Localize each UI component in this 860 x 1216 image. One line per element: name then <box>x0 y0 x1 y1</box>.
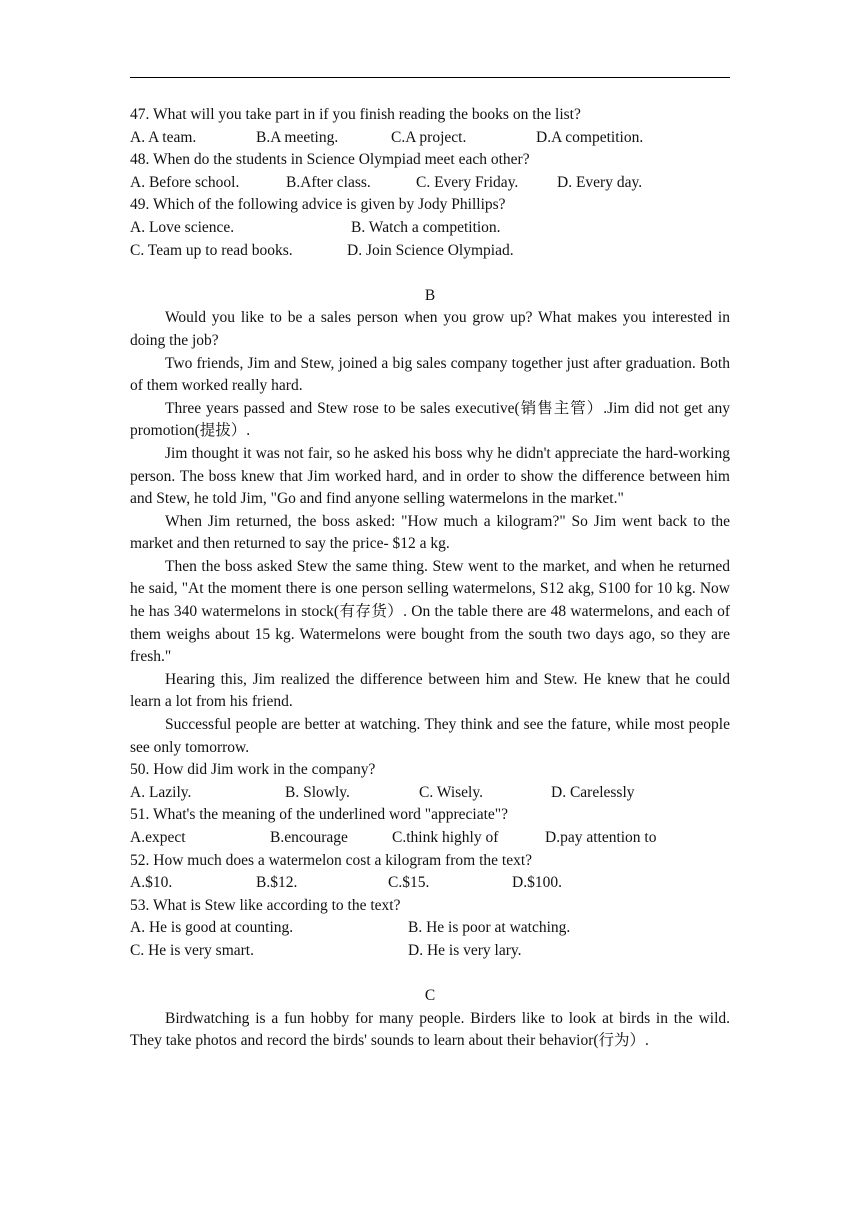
section-b-paragraph: Successful people are better at watching. They think and see the fature, while most people see only tomorrow. <box>130 716 730 756</box>
option-d: D. He is very lary. <box>408 941 522 959</box>
option-c: C.$15. <box>388 874 430 892</box>
option-d: D. Every day. <box>557 173 643 191</box>
section-b-paragraph: Hearing this, Jim realized the difference between him and Stew. He knew that he could learn a lot from his friend. <box>130 670 730 711</box>
option-a: A. Love science. <box>130 218 235 236</box>
question-51-stem: 51. What's the meaning of the underlined word "appreciate"? <box>130 806 508 824</box>
question-49-stem: 49. Which of the following advice is given by Jody Phillips? <box>130 196 506 214</box>
page-content <box>130 104 730 1053</box>
option-b: B. Slowly. <box>285 783 350 801</box>
option-b: B.encourage <box>270 829 348 846</box>
option-a: A. He is good at counting. <box>130 919 294 937</box>
question-50-options <box>130 782 730 805</box>
question-47-stem: 47. What will you take part in if you finish reading the books on the list? <box>130 106 581 123</box>
option-c: C. Team up to read books. <box>130 241 293 259</box>
option-a: A. A team. <box>130 128 197 146</box>
question-50-stem: 50. How did Jim work in the company? <box>130 761 376 779</box>
question-48-options <box>130 172 730 195</box>
section-c-paragraph: Birdwatching is a fun hobby for many people. Birders like to look at birds in the wild. They take photos and record the birds' sounds to learn about their behavior(行为）. <box>130 1009 730 1050</box>
section-c-heading: C <box>424 987 436 1005</box>
section-b-paragraph: Would you like to be a sales person when you grow up? What makes you interested in doing the job? <box>130 309 730 349</box>
option-c: C. Every Friday. <box>416 173 519 191</box>
question-47-options <box>130 127 730 150</box>
question-53-stem: 53. What is Stew like according to the text? <box>130 896 401 914</box>
option-c: C. Wisely. <box>419 783 483 801</box>
question-52-stem: 52. How much does a watermelon cost a kilogram from the text? <box>130 851 533 869</box>
option-b: B.$12. <box>256 874 298 892</box>
option-c: C.A project. <box>391 128 467 146</box>
question-49-options-row1 <box>130 217 730 240</box>
option-d: D. Join Science Olympiad. <box>347 241 514 259</box>
option-a: A.$10. <box>130 874 173 892</box>
option-c: C.think highly of <box>392 829 499 846</box>
option-d: D. Carelessly <box>551 783 635 801</box>
option-b: B.After class. <box>286 173 371 191</box>
section-b-paragraph: Jim thought it was not fair, so he asked his boss why he didn't appreciate the hard-working person. The boss knew that Jim worked hard, and in order to show the difference between him and Stew, he told Jim, "Go and find anyone selling watermelons in the market." <box>130 444 730 508</box>
section-b-paragraph: Three years passed and Stew rose to be sales executive(销售主管）.Jim did not get any promotion(提拔）. <box>130 399 730 440</box>
question-49-options-row2 <box>130 240 730 263</box>
option-a: A.expect <box>130 829 186 846</box>
section-b-paragraph: Then the boss asked Stew the same thing. Stew went to the market, and when he returned he said, "At the moment there is one person selling watermelons, S12 akg, S100 for 10 kg. Now he has 340 watermelons in stock(有存货）. On the table there are 48 watermelons, and each of them weighs about 15 kg. Watermelons were bought from the south two days ago, so they are fresh." <box>130 557 730 666</box>
header-rule <box>130 77 730 78</box>
section-b-paragraph: Two friends, Jim and Stew, joined a big sales company together just after graduation. Both of them worked really hard. <box>130 354 730 395</box>
option-d: D.A competition. <box>536 128 644 146</box>
question-52-options <box>130 872 730 895</box>
option-b: B.A meeting. <box>256 128 339 146</box>
question-48-stem: 48. When do the students in Science Olympiad meet each other? <box>130 151 530 169</box>
option-c: C. He is very smart. <box>130 941 254 959</box>
option-a: A. Before school. <box>130 173 240 191</box>
option-a: A. Lazily. <box>130 783 192 801</box>
option-d: D.pay attention to <box>545 829 657 846</box>
option-b: B. He is poor at watching. <box>408 919 571 937</box>
question-53-options-row1 <box>130 917 730 940</box>
option-b: B. Watch a competition. <box>351 218 501 236</box>
question-53-options-row2 <box>130 940 730 963</box>
option-d: D.$100. <box>512 874 562 892</box>
question-51-options <box>130 827 730 850</box>
section-b-heading: B <box>424 286 436 304</box>
section-b-paragraph: When Jim returned, the boss asked: "How much a kilogram?" So Jim went back to the market and then returned to say the price- $12 a kg. <box>130 512 730 553</box>
